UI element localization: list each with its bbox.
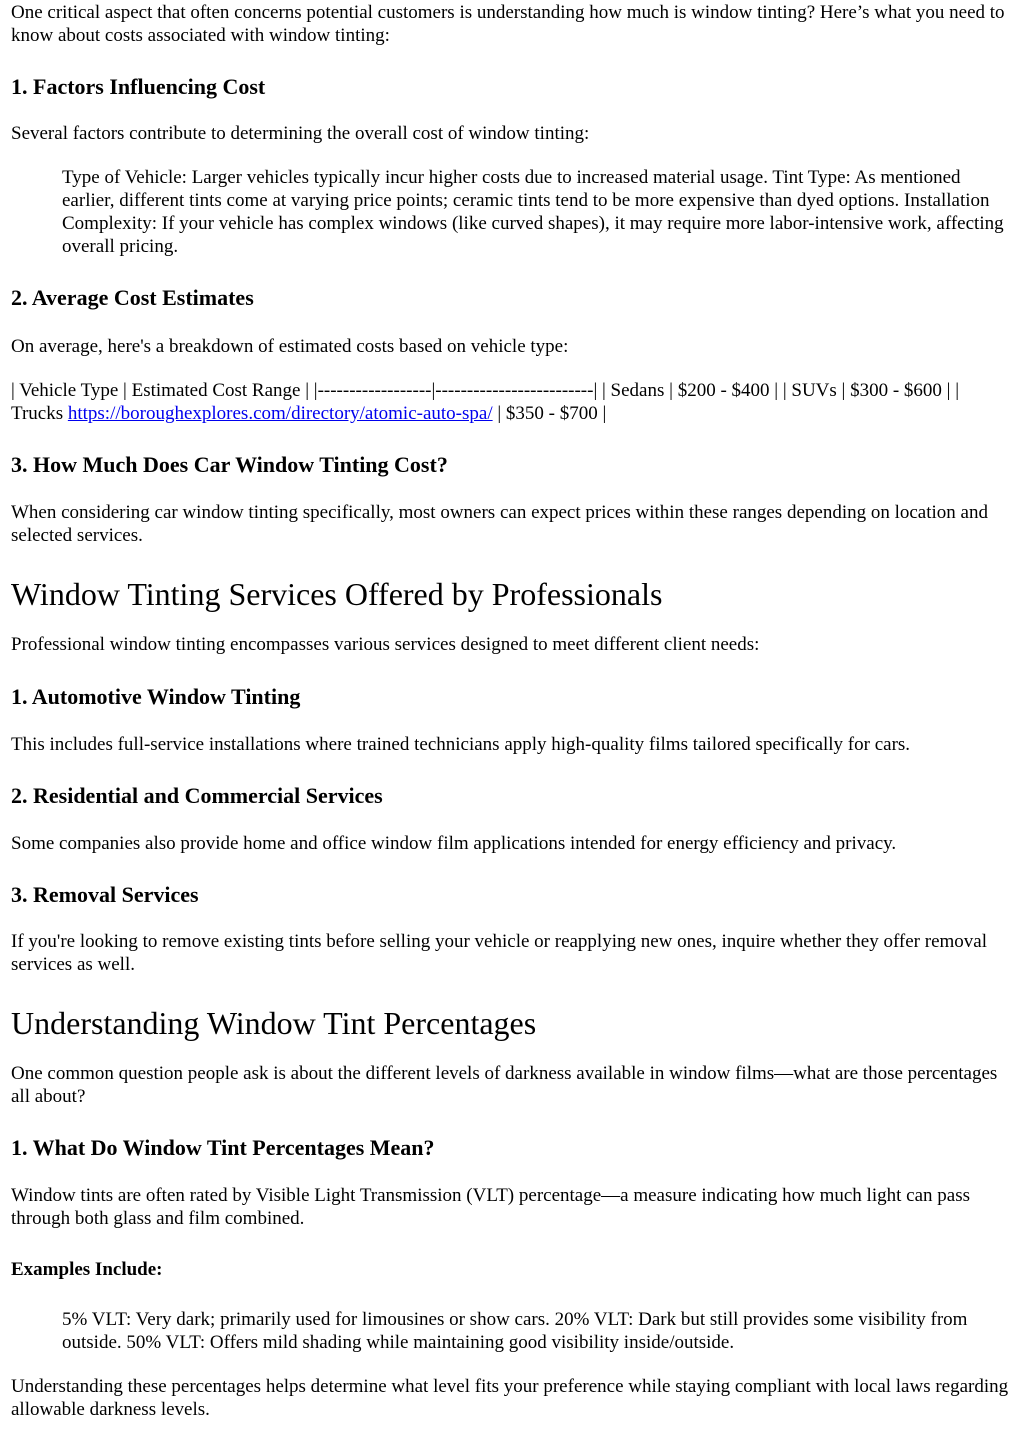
residential-heading: 2. Residential and Commercial Services [11, 783, 383, 808]
examples-heading: Examples Include: [11, 1259, 163, 1280]
automotive-heading: 1. Automotive Window Tinting [11, 684, 301, 709]
car-cost-text: When considering car window tinting specifically, most owners can expect prices within these ranges depending on location and selected services. [11, 502, 988, 546]
atomic-auto-spa-link[interactable]: https://boroughexplores.com/directory/atomic-auto-spa/ [67, 403, 493, 424]
examples-quote: 5% VLT: Very dark; primarily used for limousines or show cars. 20% VLT: Dark but still provides some visibility from outside. 50% VLT: Offers mild shading while maintaining good visibility inside/outside. [62, 1309, 968, 1353]
percentages-lead: One common question people ask is about the different levels of darkness available in window films—what are those percentages all about? [11, 1063, 998, 1107]
removal-heading: 3. Removal Services [11, 882, 199, 907]
percentages-heading: Understanding Window Tint Percentages [11, 1005, 537, 1041]
car-cost-heading: 3. How Much Does Car Window Tinting Cost? [11, 452, 448, 477]
automotive-text: This includes full-service installations where trained technicians apply high-quality films tailored specifically for cars. [11, 734, 911, 755]
removal-text: If you're looking to remove existing tints before selling your vehicle or reapplying new ones, inquire whether they offer removal services as well. [11, 931, 988, 975]
cost-table-after: | $350 - $700 | [492, 403, 607, 424]
meaning-text: Window tints are often rated by Visible Light Transmission (VLT) percentage—a measure indicating how much light can pass through both glass and film combined. [11, 1185, 970, 1229]
average-lead: On average, here's a breakdown of estimated costs based on vehicle type: [11, 336, 569, 357]
factors-lead: Several factors contribute to determining the overall cost of window tinting: [11, 123, 590, 144]
residential-text: Some companies also provide home and office window film applications intended for energy efficiency and privacy. [11, 833, 897, 854]
average-heading: 2. Average Cost Estimates [11, 285, 254, 310]
services-lead: Professional window tinting encompasses various services designed to meet different client needs: [11, 634, 760, 655]
cost-table-text [11, 379, 1014, 425]
factors-heading: 1. Factors Influencing Cost [11, 74, 266, 99]
article [0, 1, 1024, 1421]
factors-quote: Type of Vehicle: Larger vehicles typically incur higher costs due to increased material usage. Tint Type: As mentioned earlier, different tints come at varying price points; ceramic tints tend to be more expensive than dyed options. Installation Complexity: If your vehicle has complex windows (like curved shapes), it may require more labor-intensive work, affecting overall pricing. [62, 167, 1004, 257]
cost-table-before: | Vehicle Type | Estimated Cost Range | |------------------|-------------------------| | Sedans | $200 - $400 | | SUVs | $300 - $600 | | Trucks [11, 380, 960, 424]
intro-paragraph: One critical aspect that often concerns potential customers is understanding how much is window tinting? Here’s what you need to know about costs associated with window tinting: [11, 2, 1005, 46]
services-heading: Window Tinting Services Offered by Professionals [11, 576, 663, 612]
percentages-closing: Understanding these percentages helps determine what level fits your preference while staying compliant with local laws regarding allowable darkness levels. [11, 1376, 1009, 1420]
meaning-heading: 1. What Do Window Tint Percentages Mean? [11, 1135, 435, 1160]
